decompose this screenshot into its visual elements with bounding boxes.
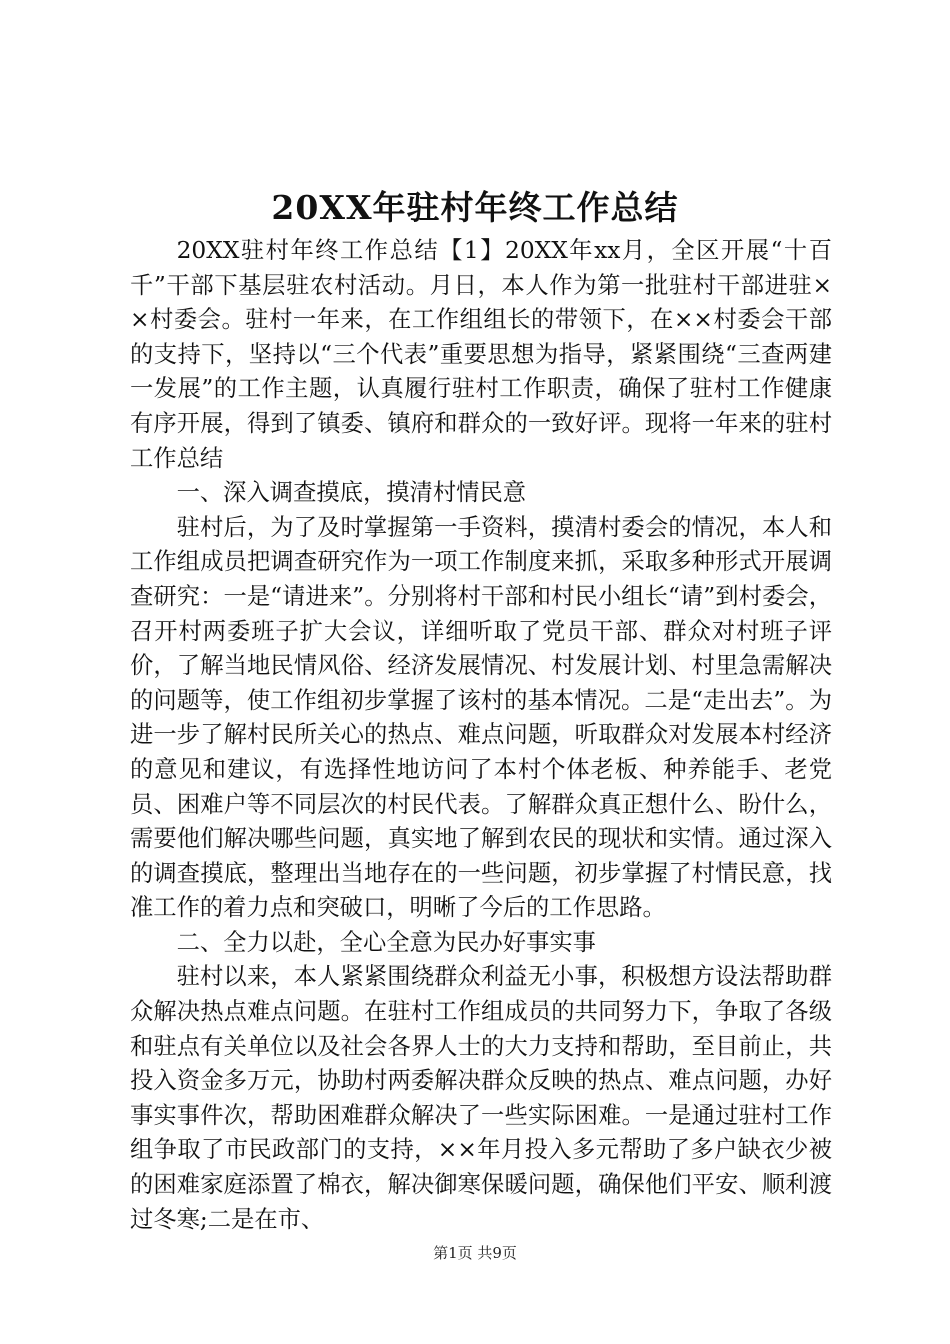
page-number-footer: 第1页 共9页 xyxy=(433,1244,517,1262)
document-body xyxy=(130,234,832,1237)
section-heading-2: 二、全力以赴，全心全意为民办好事实事 xyxy=(176,928,596,956)
intro-paragraph: 20XX驻村年终工作总结【1】20XX年xx月，全区开展“十百千”干部下基层驻农村活动。月日，本人作为第一批驻村干部进驻××村委会。驻村一年来，在工作组组长的带领下，在××村委会干部的支持下，坚持以“三个代表”重要思想为指导，紧紧围绕“三查两建一发展”的工作主题，认真履行驻村工作职责，确保了驻村工作健康有序开展，得到了镇委、镇府和群众的一致好评。现将一年来的驻村工作总结 xyxy=(130,237,832,472)
section-1-paragraph: 驻村后，为了及时掌握第一手资料，摸清村委会的情况，本人和工作组成员把调查研究作为一项工作制度来抓，采取多种形式开展调查研究：一是“请进来”。分别将村干部和村民小组长“请”到村委会，召开村两委班子扩大会议，详细听取了党员干部、群众对村班子评价，了解当地民情风俗、经济发展情况、村发展计划、村里急需解决的问题等，使工作组初步掌握了该村的基本情况。二是“走出去”。为进一步了解村民所关心的热点、难点问题，听取群众对发展本村经济的意见和建议，有选择性地访问了本村个体老板、种养能手、老党员、困难户等不同层次的村民代表。了解群众真正想什么、盼什么，需要他们解决哪些问题，真实地了解到农民的现状和实情。通过深入的调查摸底，整理出当地存在的一些问题，初步掌握了村情民意，找准工作的着力点和突破口，明晰了今后的工作思路。 xyxy=(130,513,832,922)
section-heading-1: 一、深入调查摸底，摸清村情民意 xyxy=(176,479,527,507)
document-title: 20XX年驻村年终工作总结 xyxy=(271,188,679,227)
section-2-paragraph: 驻村以来，本人紧紧围绕群众利益无小事，积极想方设法帮助群众解决热点难点问题。在驻村工作组成员的共同努力下，争取了各级和驻点有关单位以及社会各界人士的大力支持和帮助，至目前止，共投入资金多万元，协助村两委解决群众反映的热点、难点问题，办好事实事件次，帮助困难群众解决了一些实际困难。一是通过驻村工作组争取了市民政部门的支持，××年月投入多元帮助了多户缺衣少被的困难家庭添置了棉衣，解决御寒保暖问题，确保他们平安、顺利渡过冬寒;二是在市、 xyxy=(130,963,832,1233)
